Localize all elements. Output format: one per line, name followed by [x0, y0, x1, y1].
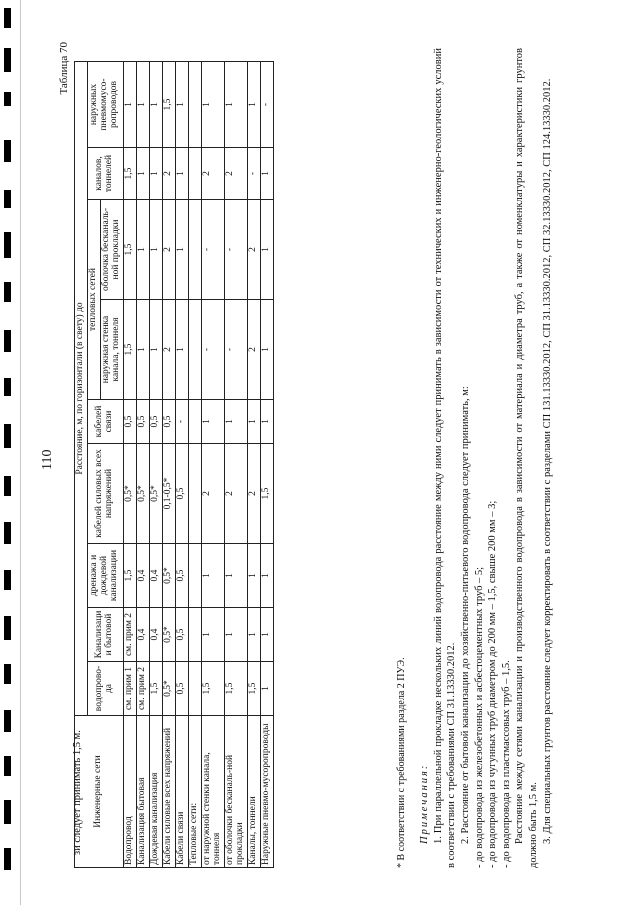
table-cell: 1: [247, 400, 260, 444]
table-cell: 2: [247, 200, 260, 300]
note-2: 2. Расстояние от бытовой канализации до хозяйственно-питьевого водопровода следует принимать, м:: [459, 386, 471, 844]
table-row: [162, 61, 175, 867]
table-cell: 0,4: [149, 544, 162, 608]
table-cell: 1,5: [123, 300, 136, 400]
table-row: [201, 61, 224, 867]
row-label: Наружные пневмо-мусоропроводы: [260, 716, 273, 868]
row-label: Дождевая канализация: [149, 716, 162, 868]
table-cell: 1: [175, 200, 188, 300]
table-row: [224, 61, 247, 867]
col-header-drain: дренажа и дождевой канализации: [87, 544, 123, 608]
table-cell: см. прим 2: [123, 608, 136, 662]
table-row: [149, 61, 162, 867]
table-cell: 2: [162, 148, 175, 200]
table-cell: 1: [247, 61, 260, 147]
table-row: [188, 61, 201, 867]
table-cell: [188, 544, 201, 608]
table-cell: 0,5: [175, 608, 188, 662]
table-cell: [188, 444, 201, 544]
table-cell: 1: [136, 148, 149, 200]
table-cell: см. прим 1: [123, 662, 136, 716]
table-cell: 0,4: [136, 608, 149, 662]
row-label: Канализация бытовая: [136, 716, 149, 868]
table-cell: 2: [247, 444, 260, 544]
table-cell: 1,5: [123, 544, 136, 608]
table-cell: 0,1-0,5*: [162, 444, 175, 544]
table-header-row: [75, 61, 88, 867]
table-cell: 1: [149, 61, 162, 147]
note-1: 1. При параллельной прокладке нескольких линий водопровода расстояние между ними следует принимать в зависимости от технических и инженерно-геологических условий в соответствии с требованиями СП 31.13330.2012.: [432, 48, 458, 868]
table-caption: Таблица 70: [58, 42, 70, 95]
distance-table: [74, 61, 274, 868]
table-cell: 1: [201, 608, 224, 662]
table-cell: -: [260, 61, 273, 147]
col-header-comm: кабелей связи: [87, 400, 123, 444]
table-cell: 0,5*: [162, 608, 175, 662]
col-header-heat-shell: оболочка бесканаль-ной прокладки: [100, 200, 123, 300]
note-2-item: - до водопровода из железобетонных и асбестоцементных труб – 5;: [473, 566, 485, 868]
table-cell: 1: [260, 200, 273, 300]
table-cell: -: [224, 200, 247, 300]
table-cell: [188, 608, 201, 662]
footnote: * В соответствии с требованиями раздела 2 ПУЭ.: [396, 657, 407, 868]
table-cell: 1: [260, 544, 273, 608]
notes-block: [418, 48, 554, 868]
table-cell: 1,5: [123, 200, 136, 300]
table-cell: 0,5*: [162, 662, 175, 716]
table-cell: 1,5: [162, 61, 175, 147]
table-cell: 1: [260, 148, 273, 200]
table-cell: 0,4: [149, 608, 162, 662]
table-cell: 0,5: [149, 400, 162, 444]
table-row: [175, 61, 188, 867]
table-cell: 1,5: [201, 662, 224, 716]
table-cell: 0,5: [123, 400, 136, 444]
table-cell: 1: [136, 200, 149, 300]
col-header-heat: тепловых сетей: [87, 200, 100, 400]
notes-heading: Примечания:: [419, 763, 430, 844]
table-cell: 1: [175, 61, 188, 147]
table-cell: 2: [247, 300, 260, 400]
col-header-power: кабелей силовых всех напряжений: [87, 444, 123, 544]
table-cell: 0,4: [136, 544, 149, 608]
table-cell: [188, 148, 201, 200]
table-cell: -: [224, 300, 247, 400]
table-cell: [188, 61, 201, 147]
table-cell: 1: [224, 400, 247, 444]
table-cell: 0,5: [175, 444, 188, 544]
table-row: [123, 61, 136, 867]
table-cell: 0,5: [162, 400, 175, 444]
table-cell: 1: [149, 148, 162, 200]
col-header-heat-wall: наружная стенка канала, тоннеля: [100, 300, 123, 400]
table-cell: 0,5*: [123, 444, 136, 544]
table-cell: 1,5: [247, 662, 260, 716]
table-cell: 2: [162, 200, 175, 300]
table-cell: 2: [201, 148, 224, 200]
col-header-pneumo: наружных пневмомусо-ропроводов: [87, 61, 123, 147]
row-label: Тепловые сети:: [188, 716, 201, 868]
table-cell: -: [201, 300, 224, 400]
table-cell: 1,5: [224, 662, 247, 716]
table-cell: 0,5: [175, 662, 188, 716]
note-2-extra: Расстояние между сетями канализации и производственного водопровода в зависимости от материала и диаметра труб, а также от номенклатуры и характеристики грунтов должно быть 1,5 м.: [514, 48, 540, 868]
table-cell: 1: [201, 61, 224, 147]
table-cell: 1: [149, 200, 162, 300]
row-label: от наружной стенки канала, тоннеля: [201, 716, 224, 868]
table-row: [247, 61, 260, 867]
table-cell: 0,5*: [136, 444, 149, 544]
col-header-channels: каналов, тоннелей: [87, 148, 123, 200]
table-cell: -: [175, 400, 188, 444]
note-2-item: - до водопровода из пластмассовых труб – 1,5.: [500, 660, 512, 868]
table-cell: 1: [149, 300, 162, 400]
table-cell: 1: [136, 300, 149, 400]
table-cell: 1: [136, 61, 149, 147]
table-cell: 1,5: [260, 444, 273, 544]
table-cell: 0,5*: [162, 544, 175, 608]
row-label: Кабели силовые всех напряжений: [162, 716, 175, 868]
table-cell: -: [247, 148, 260, 200]
row-label: от оболочки бесканаль-ной прокладки: [224, 716, 247, 868]
table-cell: 2: [201, 444, 224, 544]
table-cell: [188, 662, 201, 716]
table-row: [136, 61, 149, 867]
col-header-water: водопрово-да: [87, 662, 123, 716]
table-cell: 1,5: [149, 662, 162, 716]
table-cell: 1: [260, 400, 273, 444]
table-cell: 1: [260, 300, 273, 400]
table-cell: 1: [260, 662, 273, 716]
note-3: 3. Для специальных грунтов расстояние следует корректировать в соответствии с разделами СП 131.13330.2012, СП 31.13330.2012, СП 32.13330.2012, СП 124.13330.2012.: [541, 78, 553, 844]
table-cell: 1: [123, 61, 136, 147]
table-cell: 1: [247, 608, 260, 662]
table-cell: 1: [224, 544, 247, 608]
table-cell: 2: [224, 148, 247, 200]
table-cell: 1: [201, 544, 224, 608]
table-cell: 0,5*: [149, 444, 162, 544]
table-cell: 0,5: [136, 400, 149, 444]
col-header-sewer: Канализаци и бытовой: [87, 608, 123, 662]
rotated-page: [40, 30, 620, 880]
table-cell: 1: [260, 608, 273, 662]
table-cell: 1: [175, 148, 188, 200]
table-cell: [188, 200, 201, 300]
table-cell: 2: [224, 444, 247, 544]
row-label: Кабели связи: [175, 716, 188, 868]
table-cell: [188, 300, 201, 400]
table-cell: -: [201, 200, 224, 300]
col-header-distance: Расстояние, м, по горизонтали (в свету) до: [75, 61, 88, 715]
prev-text: зи следует принимать 1,5 м.: [72, 730, 83, 855]
table-cell: [188, 400, 201, 444]
table-cell: 1: [201, 400, 224, 444]
table-row: [260, 61, 273, 867]
scan-edge-line: [20, 0, 21, 905]
binding-strip: [0, 0, 20, 905]
table-cell: 1: [224, 608, 247, 662]
table-cell: 1,5: [123, 148, 136, 200]
table-cell: 2: [162, 300, 175, 400]
page-number: 110: [40, 449, 55, 470]
row-label: Водопровод: [123, 716, 136, 868]
table-cell: 1: [175, 300, 188, 400]
note-2-item: - до водопровода из чугунных труб диаметром до 200 мм – 1,5, свыше 200 мм – 3;: [487, 500, 499, 868]
table-cell: 0,5: [175, 544, 188, 608]
table-cell: 1: [247, 544, 260, 608]
row-label: Каналы, тоннели: [247, 716, 260, 868]
table-cell: см. прим 2: [136, 662, 149, 716]
col-header-networks: Инженерные сети: [75, 716, 124, 868]
table-cell: 1: [224, 61, 247, 147]
